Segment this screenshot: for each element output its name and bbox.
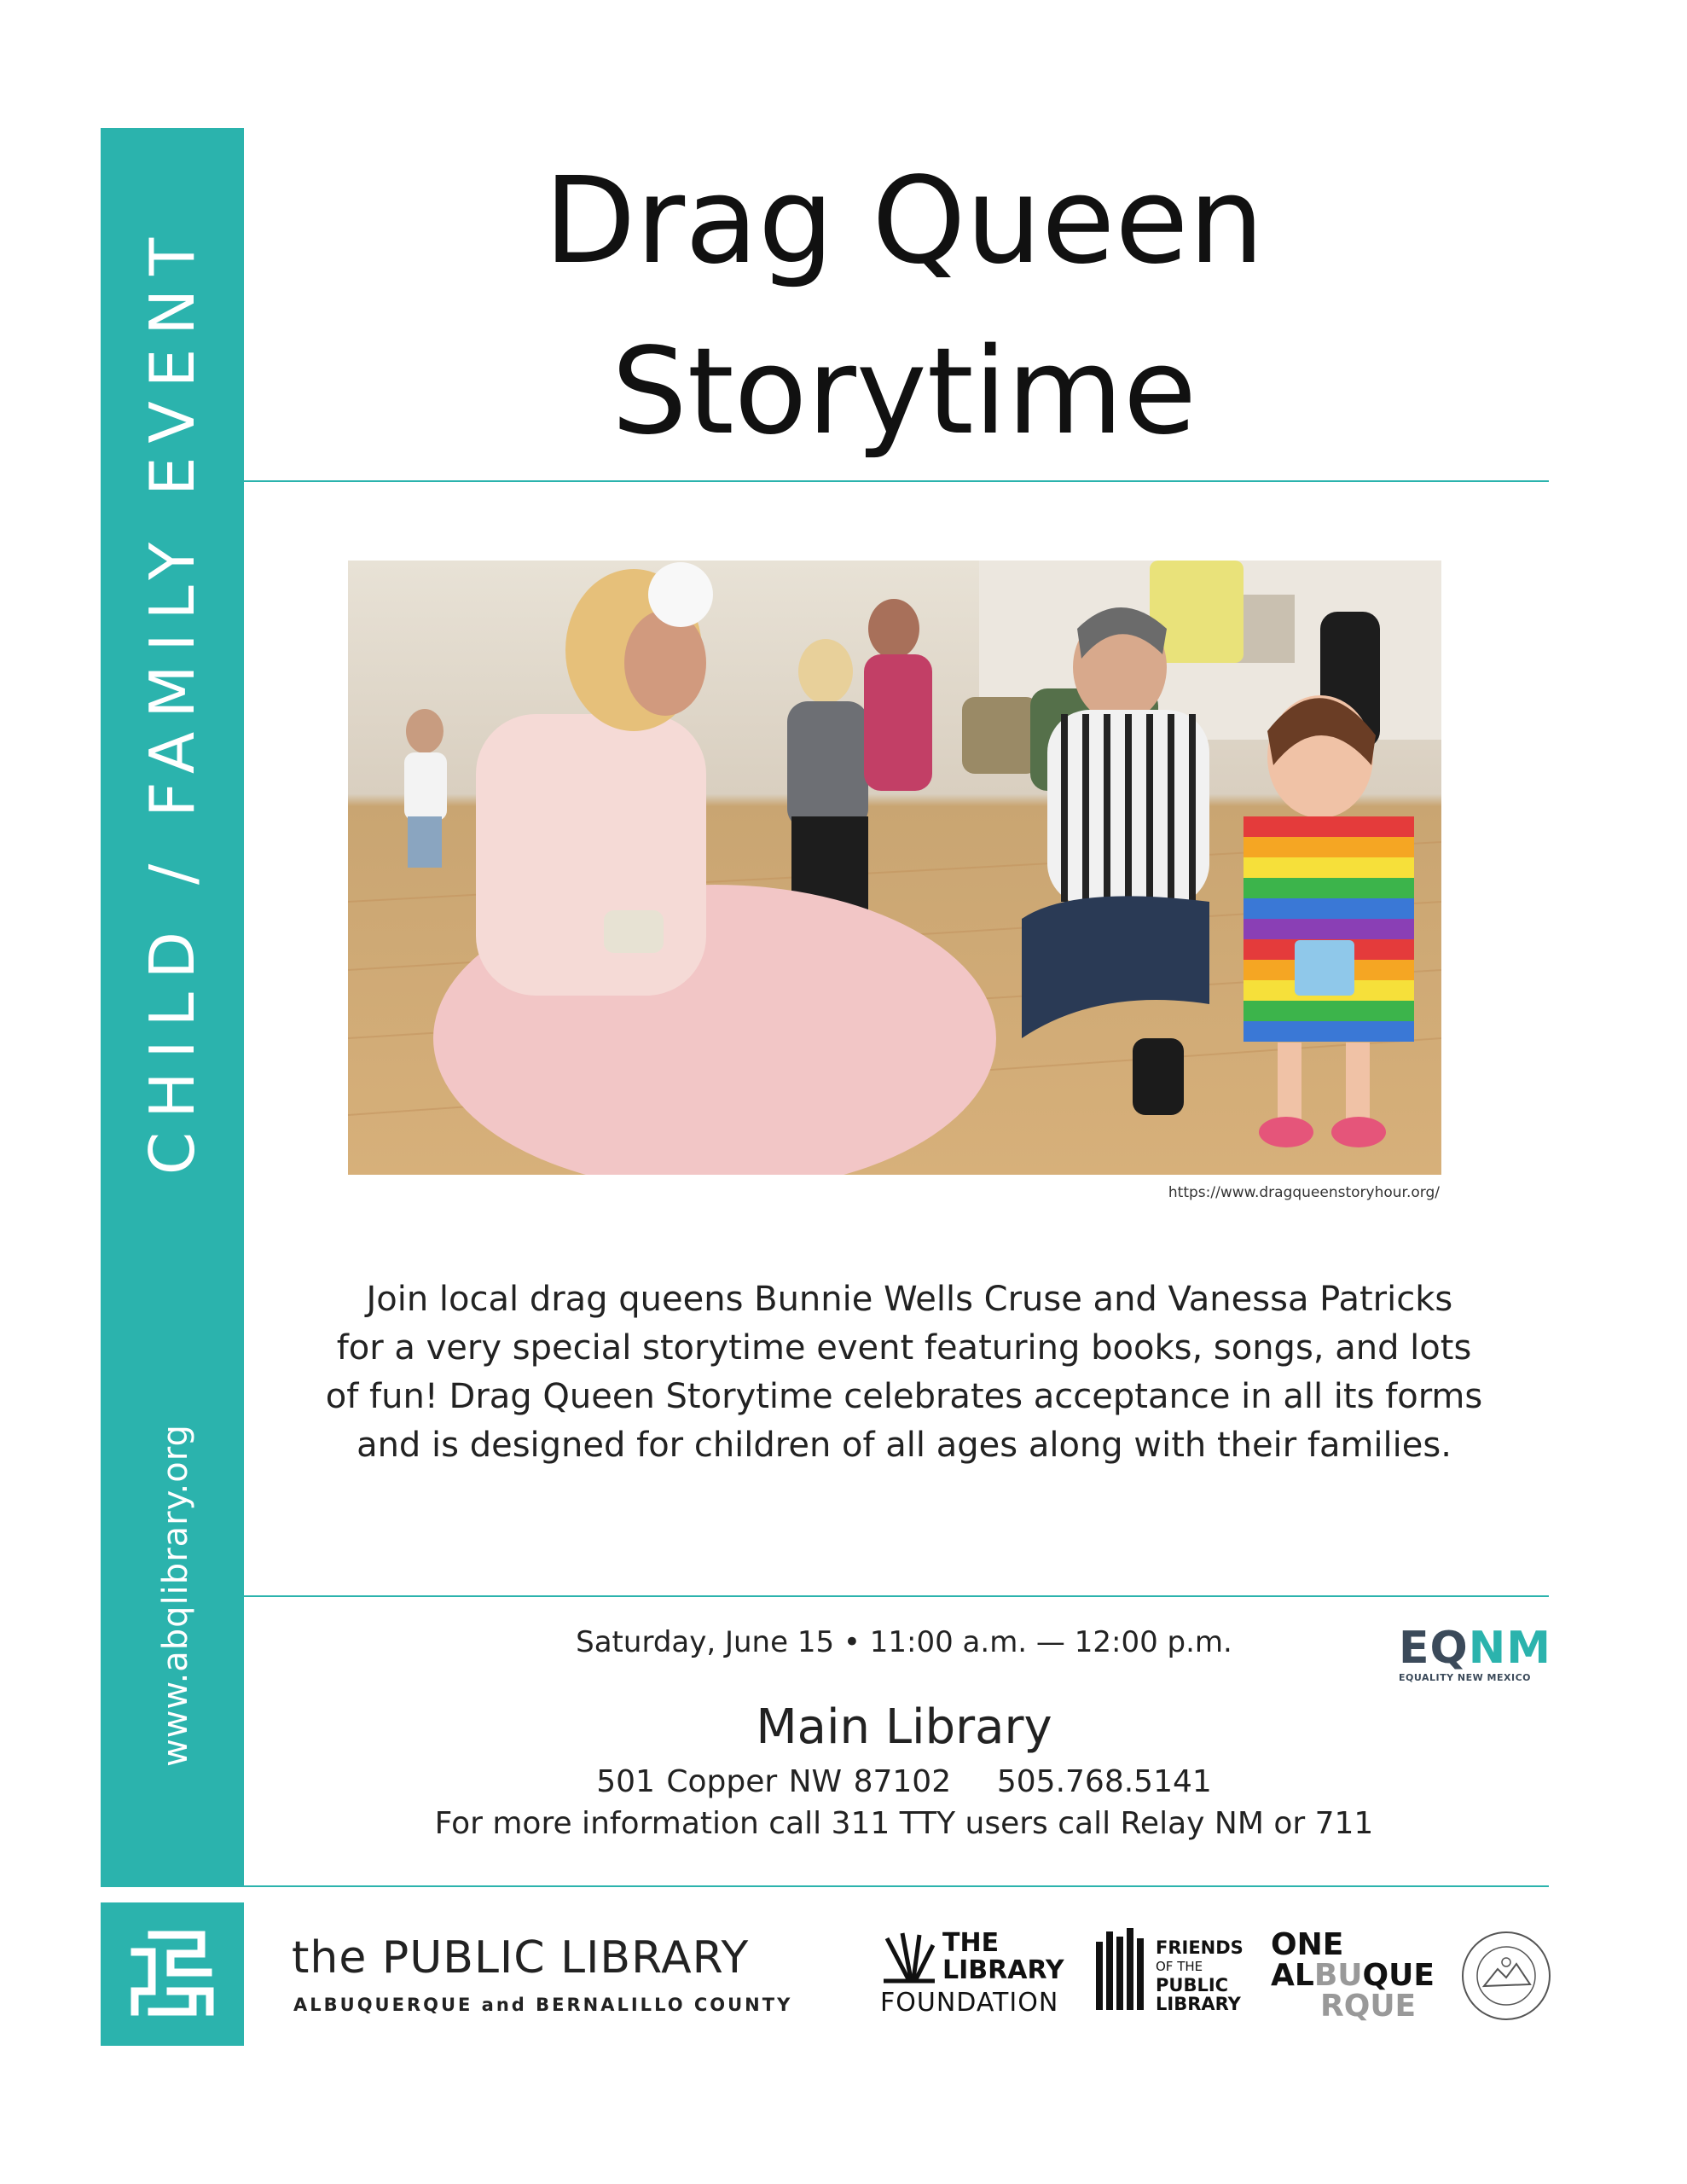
friends-line-2: OF THE — [1156, 1959, 1203, 1974]
one-abq-line-3: RQUE — [1320, 1989, 1417, 2024]
title-line-2: Storytime — [611, 322, 1197, 462]
event-photo — [348, 561, 1441, 1175]
event-datetime: Saturday, June 15 • 11:00 a.m. — 12:00 p.m. — [576, 1625, 1232, 1659]
library-foundation-logo — [942, 1930, 1064, 1984]
website-link[interactable]: www.abqlibrary.org — [156, 1424, 195, 1767]
county-seal-icon — [1460, 1930, 1552, 2022]
event-venue: Main Library — [756, 1699, 1052, 1755]
foundation-line-1: THE — [942, 1928, 1000, 1958]
eqnm-eq: EQ — [1399, 1623, 1469, 1674]
event-type-label: CHILD / FAMILY EVENT — [136, 224, 208, 1176]
description-line: of fun! Drag Queen Storytime celebrates acceptance in all its forms — [325, 1377, 1483, 1416]
one-abq-al: AL — [1271, 1958, 1314, 1993]
one-abq-line-1: ONE — [1271, 1927, 1344, 1962]
title-line-1: Drag Queen — [543, 152, 1265, 291]
one-albuquerque-logo — [1271, 1927, 1435, 2024]
photo-credit: https://www.dragqueenstoryhour.org/ — [1168, 1184, 1440, 1201]
friends-library-logo — [1156, 1938, 1244, 2013]
event-contact-info: For more information call 311 TTY users call Relay NM or 711 — [434, 1806, 1374, 1841]
divider-top — [244, 480, 1549, 482]
page-title — [341, 136, 1467, 478]
foundation-line-2: LIBRARY — [942, 1955, 1064, 1985]
event-address: 501 Copper NW 87102 505.768.5141 — [596, 1764, 1212, 1799]
description-line: Join local drag queens Bunnie Wells Cruse and Vanessa Patricks — [355, 1280, 1453, 1319]
description-line: and is designed for children of all ages along with their families. — [357, 1426, 1452, 1465]
divider-middle — [244, 1595, 1549, 1597]
event-description — [307, 1275, 1501, 1470]
library-subtitle: ALBUQUERQUE and BERNALILLO COUNTY — [293, 1995, 793, 2015]
one-abq-bu: BU — [1313, 1958, 1363, 1993]
friends-line-3: PUBLIC — [1156, 1975, 1229, 1995]
description-line: for a very special storytime event featuring books, songs, and lots — [336, 1328, 1472, 1368]
friends-library-icon — [1094, 1926, 1151, 2012]
friends-line-4: LIBRARY — [1156, 1994, 1241, 2014]
library-name: the PUBLIC LIBRARY — [292, 1932, 750, 1984]
divider-bottom — [244, 1885, 1549, 1887]
eqnm-subtitle: EQUALITY NEW MEXICO — [1399, 1672, 1532, 1683]
library-foundation-icon — [878, 1930, 938, 1984]
friends-line-1: FRIENDS — [1156, 1937, 1244, 1958]
foundation-line-3: FOUNDATION — [880, 1988, 1059, 2018]
library-logo-icon — [101, 1902, 244, 2046]
eqnm-logo — [1399, 1623, 1551, 1674]
eqnm-nm: NM — [1468, 1623, 1551, 1674]
one-abq-que: QUE — [1362, 1958, 1435, 1993]
